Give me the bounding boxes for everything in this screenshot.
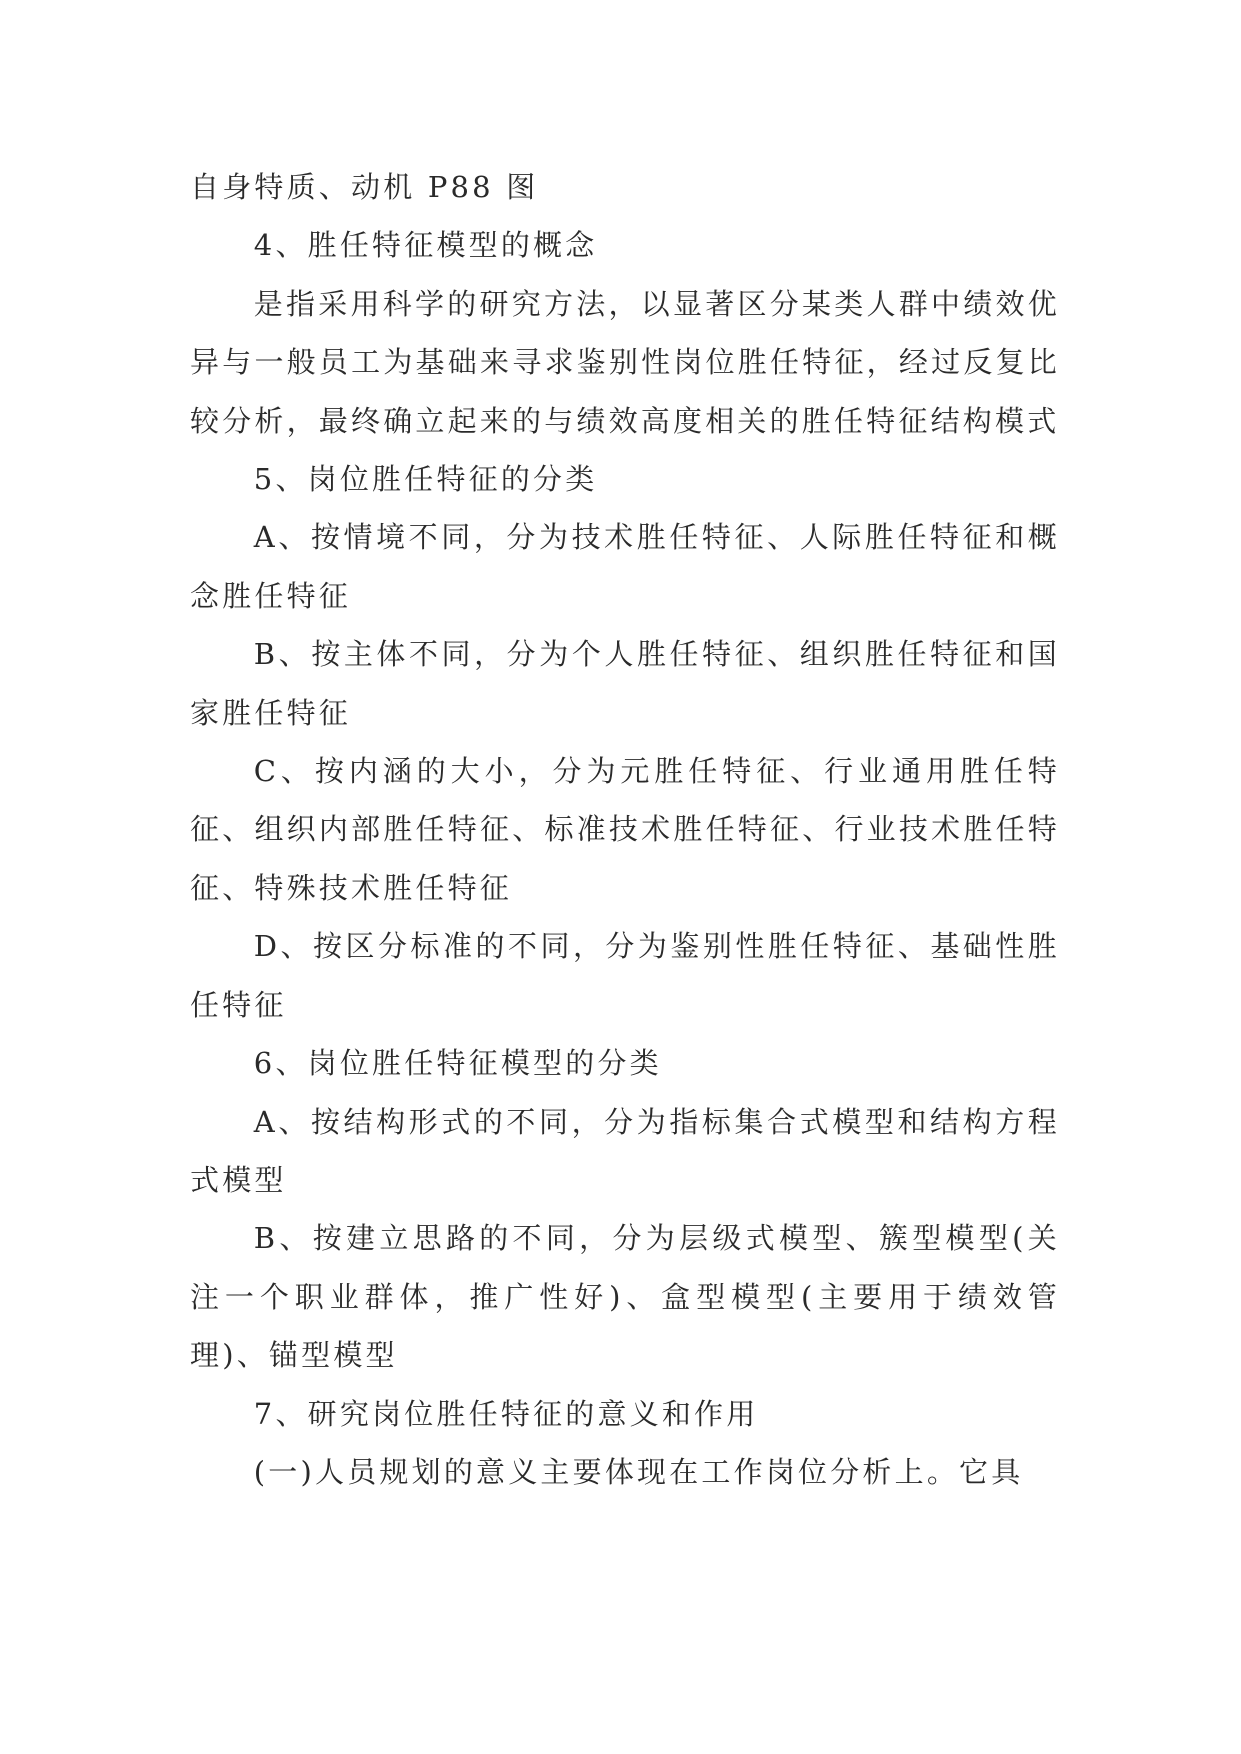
paragraph-definition: 是指采用科学的研究方法，以显著区分某类人群中绩效优异与一般员工为基础来寻求鉴别性岗位胜任特征，经过反复比较分析，最终确立起来的与绩效高度相关的胜任特征结构模式 [190,286,1060,438]
list-item-d: D、按区分标准的不同，分为鉴别性胜任特征、基础性胜任特征 [190,929,1060,1022]
list-item-b-model: B、按建立思路的不同，分为层级式模型、簇型模型(关注一个职业群体，推广性好)、盒型模型(主要用于绩效管理)、锚型模型 [190,1221,1060,1373]
paragraph-significance: (一)人员规划的意义主要体现在工作岗位分析上。它具 [253,1454,1024,1489]
list-item-a-model: A、按结构形式的不同，分为指标集合式模型和结构方程式模型 [190,1104,1060,1197]
section-heading-7: 7、研究岗位胜任特征的意义和作用 [253,1396,759,1431]
section-heading-6: 6、岗位胜任特征模型的分类 [253,1046,662,1081]
document-body [190,158,1060,1501]
list-item-c: C、按内涵的大小，分为元胜任特征、行业通用胜任特征、组织内部胜任特征、标准技术胜任特征、行业技术胜任特征、特殊技术胜任特征 [190,754,1060,905]
list-item-a: A、按情境不同，分为技术胜任特征、人际胜任特征和概念胜任特征 [190,520,1060,613]
section-heading-4: 4、胜任特征模型的概念 [253,228,598,263]
paragraph-continuation: 自身特质、动机 P88 图 [190,170,539,204]
section-heading-5: 5、岗位胜任特征的分类 [253,462,598,497]
list-item-b: B、按主体不同，分为个人胜任特征、组织胜任特征和国家胜任特征 [190,637,1060,730]
